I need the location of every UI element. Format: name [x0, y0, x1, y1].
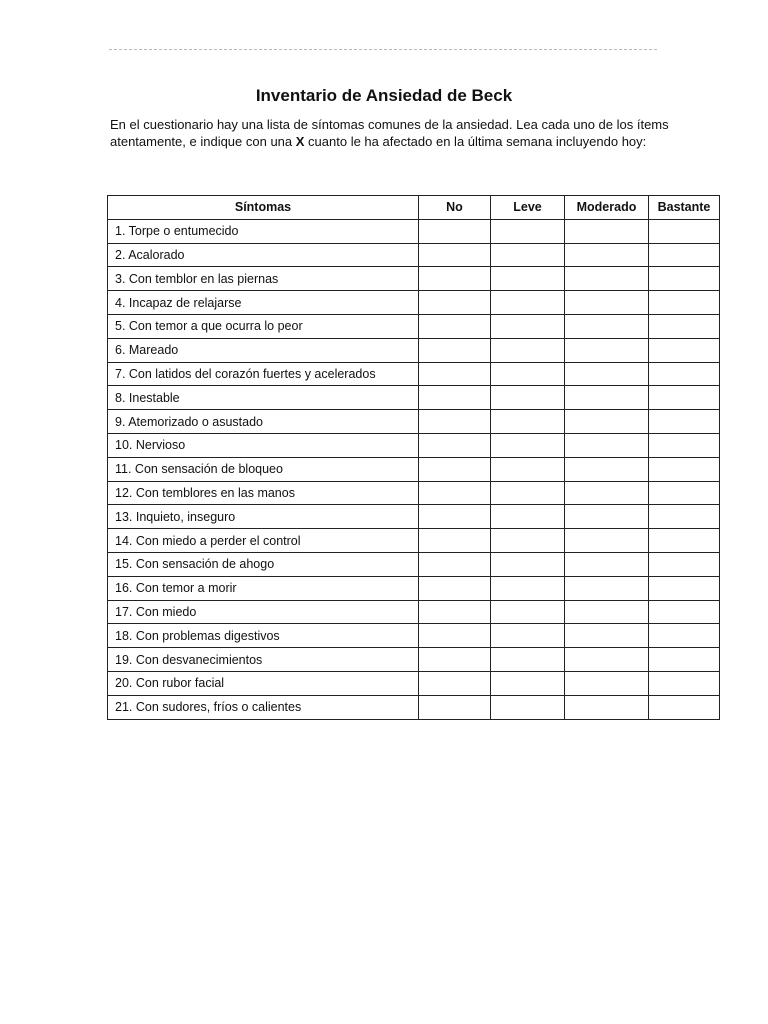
table-row [108, 552, 720, 576]
answer-cell-no[interactable] [419, 314, 491, 338]
header-leve: Leve [491, 196, 565, 220]
table-row [108, 505, 720, 529]
answer-cell-no[interactable] [419, 410, 491, 434]
instructions-text-start: En el cuestionario hay una lista de síntomas comunes de la ansiedad. Lea cada uno de los ítems atentamente, e indique con una [110, 117, 669, 149]
answer-cell-no[interactable] [419, 481, 491, 505]
symptom-label: 13. Inquieto, inseguro [108, 505, 419, 529]
answer-cell-leve[interactable] [491, 552, 565, 576]
table-header-row [108, 196, 720, 220]
answer-cell-bastante[interactable] [649, 433, 720, 457]
answer-cell-no[interactable] [419, 219, 491, 243]
answer-cell-no[interactable] [419, 648, 491, 672]
table-row [108, 457, 720, 481]
answer-cell-leve[interactable] [491, 529, 565, 553]
document-title: Inventario de Ansiedad de Beck [255, 86, 513, 105]
symptom-label: 11. Con sensación de bloqueo [108, 457, 419, 481]
table-row [108, 338, 720, 362]
answer-cell-leve[interactable] [491, 291, 565, 315]
answer-cell-no[interactable] [419, 624, 491, 648]
symptom-label: 6. Mareado [108, 338, 419, 362]
instructions-paragraph [110, 117, 670, 150]
symptom-label: 9. Atemorizado o asustado [108, 410, 419, 434]
answer-cell-bastante[interactable] [649, 648, 720, 672]
answer-cell-no[interactable] [419, 362, 491, 386]
symptom-label: 14. Con miedo a perder el control [108, 529, 419, 553]
table-row [108, 433, 720, 457]
answer-cell-moderado[interactable] [565, 433, 649, 457]
answer-cell-leve[interactable] [491, 386, 565, 410]
answer-cell-no[interactable] [419, 600, 491, 624]
table-row [108, 291, 720, 315]
symptom-label: 20. Con rubor facial [108, 671, 419, 695]
answer-cell-leve[interactable] [491, 433, 565, 457]
instructions-text-end: cuanto le ha afectado en la última semana incluyendo hoy: [304, 133, 647, 149]
symptom-label: 5. Con temor a que ocurra lo peor [108, 314, 419, 338]
answer-cell-moderado[interactable] [565, 671, 649, 695]
symptom-label: 19. Con desvanecimientos [108, 648, 419, 672]
answer-cell-bastante[interactable] [649, 410, 720, 434]
answer-cell-bastante[interactable] [649, 338, 720, 362]
answer-cell-bastante[interactable] [649, 267, 720, 291]
answer-cell-moderado[interactable] [565, 624, 649, 648]
table-row [108, 362, 720, 386]
symptom-label: 7. Con latidos del corazón fuertes y acelerados [108, 362, 419, 386]
answer-cell-leve[interactable] [491, 362, 565, 386]
instructions-mark-x: X [295, 133, 305, 149]
symptom-label: 2. Acalorado [108, 243, 419, 267]
answer-cell-moderado[interactable] [565, 362, 649, 386]
answer-cell-moderado[interactable] [565, 600, 649, 624]
answer-cell-moderado[interactable] [565, 695, 649, 719]
table-body [108, 219, 720, 719]
answer-cell-bastante[interactable] [649, 457, 720, 481]
answer-cell-moderado[interactable] [565, 267, 649, 291]
answer-cell-moderado[interactable] [565, 410, 649, 434]
answer-cell-no[interactable] [419, 291, 491, 315]
table-row [108, 243, 720, 267]
answer-cell-leve[interactable] [491, 219, 565, 243]
header-sintomas: Síntomas [108, 196, 419, 220]
answer-cell-leve[interactable] [491, 600, 565, 624]
table-row [108, 219, 720, 243]
answer-cell-bastante[interactable] [649, 481, 720, 505]
answer-cell-bastante[interactable] [649, 243, 720, 267]
symptom-label: 10. Nervioso [108, 433, 419, 457]
answer-cell-no[interactable] [419, 386, 491, 410]
table-row [108, 386, 720, 410]
answer-cell-leve[interactable] [491, 457, 565, 481]
answer-cell-leve[interactable] [491, 505, 565, 529]
answer-cell-leve[interactable] [491, 671, 565, 695]
symptom-label: 8. Inestable [108, 386, 419, 410]
answer-cell-leve[interactable] [491, 624, 565, 648]
answer-cell-bastante[interactable] [649, 219, 720, 243]
answer-cell-moderado[interactable] [565, 576, 649, 600]
answer-cell-bastante[interactable] [649, 600, 720, 624]
table-row [108, 314, 720, 338]
table-row [108, 529, 720, 553]
top-dashed-divider [109, 49, 657, 50]
table-row [108, 267, 720, 291]
header-moderado: Moderado [565, 196, 649, 220]
answer-cell-no[interactable] [419, 433, 491, 457]
answer-cell-moderado[interactable] [565, 243, 649, 267]
answer-cell-leve[interactable] [491, 695, 565, 719]
answer-cell-no[interactable] [419, 552, 491, 576]
symptom-label: 17. Con miedo [108, 600, 419, 624]
answer-cell-leve[interactable] [491, 314, 565, 338]
answer-cell-bastante[interactable] [649, 291, 720, 315]
header-no: No [419, 196, 491, 220]
answer-cell-no[interactable] [419, 671, 491, 695]
table-row [108, 671, 720, 695]
symptom-label: 15. Con sensación de ahogo [108, 552, 419, 576]
answer-cell-moderado[interactable] [565, 386, 649, 410]
answer-cell-no[interactable] [419, 505, 491, 529]
answer-cell-no[interactable] [419, 267, 491, 291]
symptom-table [107, 195, 720, 720]
symptom-label: 1. Torpe o entumecido [108, 219, 419, 243]
table-row [108, 695, 720, 719]
answer-cell-bastante[interactable] [649, 576, 720, 600]
answer-cell-leve[interactable] [491, 267, 565, 291]
header-bastante: Bastante [649, 196, 720, 220]
answer-cell-bastante[interactable] [649, 624, 720, 648]
answer-cell-leve[interactable] [491, 648, 565, 672]
answer-cell-bastante[interactable] [649, 314, 720, 338]
answer-cell-moderado[interactable] [565, 552, 649, 576]
table-row [108, 576, 720, 600]
symptom-label: 21. Con sudores, fríos o calientes [108, 695, 419, 719]
answer-cell-leve[interactable] [491, 338, 565, 362]
answer-cell-no[interactable] [419, 576, 491, 600]
answer-cell-bastante[interactable] [649, 529, 720, 553]
answer-cell-no[interactable] [419, 695, 491, 719]
symptom-label: 3. Con temblor en las piernas [108, 267, 419, 291]
answer-cell-no[interactable] [419, 457, 491, 481]
answer-cell-moderado[interactable] [565, 481, 649, 505]
answer-cell-moderado[interactable] [565, 219, 649, 243]
table-row [108, 481, 720, 505]
table-row [108, 624, 720, 648]
answer-cell-moderado[interactable] [565, 338, 649, 362]
answer-cell-leve[interactable] [491, 576, 565, 600]
answer-cell-moderado[interactable] [565, 505, 649, 529]
symptom-label: 16. Con temor a morir [108, 576, 419, 600]
answer-cell-moderado[interactable] [565, 314, 649, 338]
answer-cell-bastante[interactable] [649, 505, 720, 529]
answer-cell-bastante[interactable] [649, 552, 720, 576]
answer-cell-moderado[interactable] [565, 457, 649, 481]
answer-cell-moderado[interactable] [565, 529, 649, 553]
symptom-label: 18. Con problemas digestivos [108, 624, 419, 648]
table-row [108, 600, 720, 624]
answer-cell-moderado[interactable] [565, 648, 649, 672]
answer-cell-bastante[interactable] [649, 362, 720, 386]
answer-cell-no[interactable] [419, 529, 491, 553]
symptom-label: 12. Con temblores en las manos [108, 481, 419, 505]
answer-cell-bastante[interactable] [649, 671, 720, 695]
answer-cell-bastante[interactable] [649, 386, 720, 410]
answer-cell-no[interactable] [419, 243, 491, 267]
answer-cell-leve[interactable] [491, 243, 565, 267]
symptom-label: 4. Incapaz de relajarse [108, 291, 419, 315]
answer-cell-leve[interactable] [491, 410, 565, 434]
answer-cell-moderado[interactable] [565, 291, 649, 315]
answer-cell-leve[interactable] [491, 481, 565, 505]
answer-cell-bastante[interactable] [649, 695, 720, 719]
table-row [108, 648, 720, 672]
answer-cell-no[interactable] [419, 338, 491, 362]
table-row [108, 410, 720, 434]
